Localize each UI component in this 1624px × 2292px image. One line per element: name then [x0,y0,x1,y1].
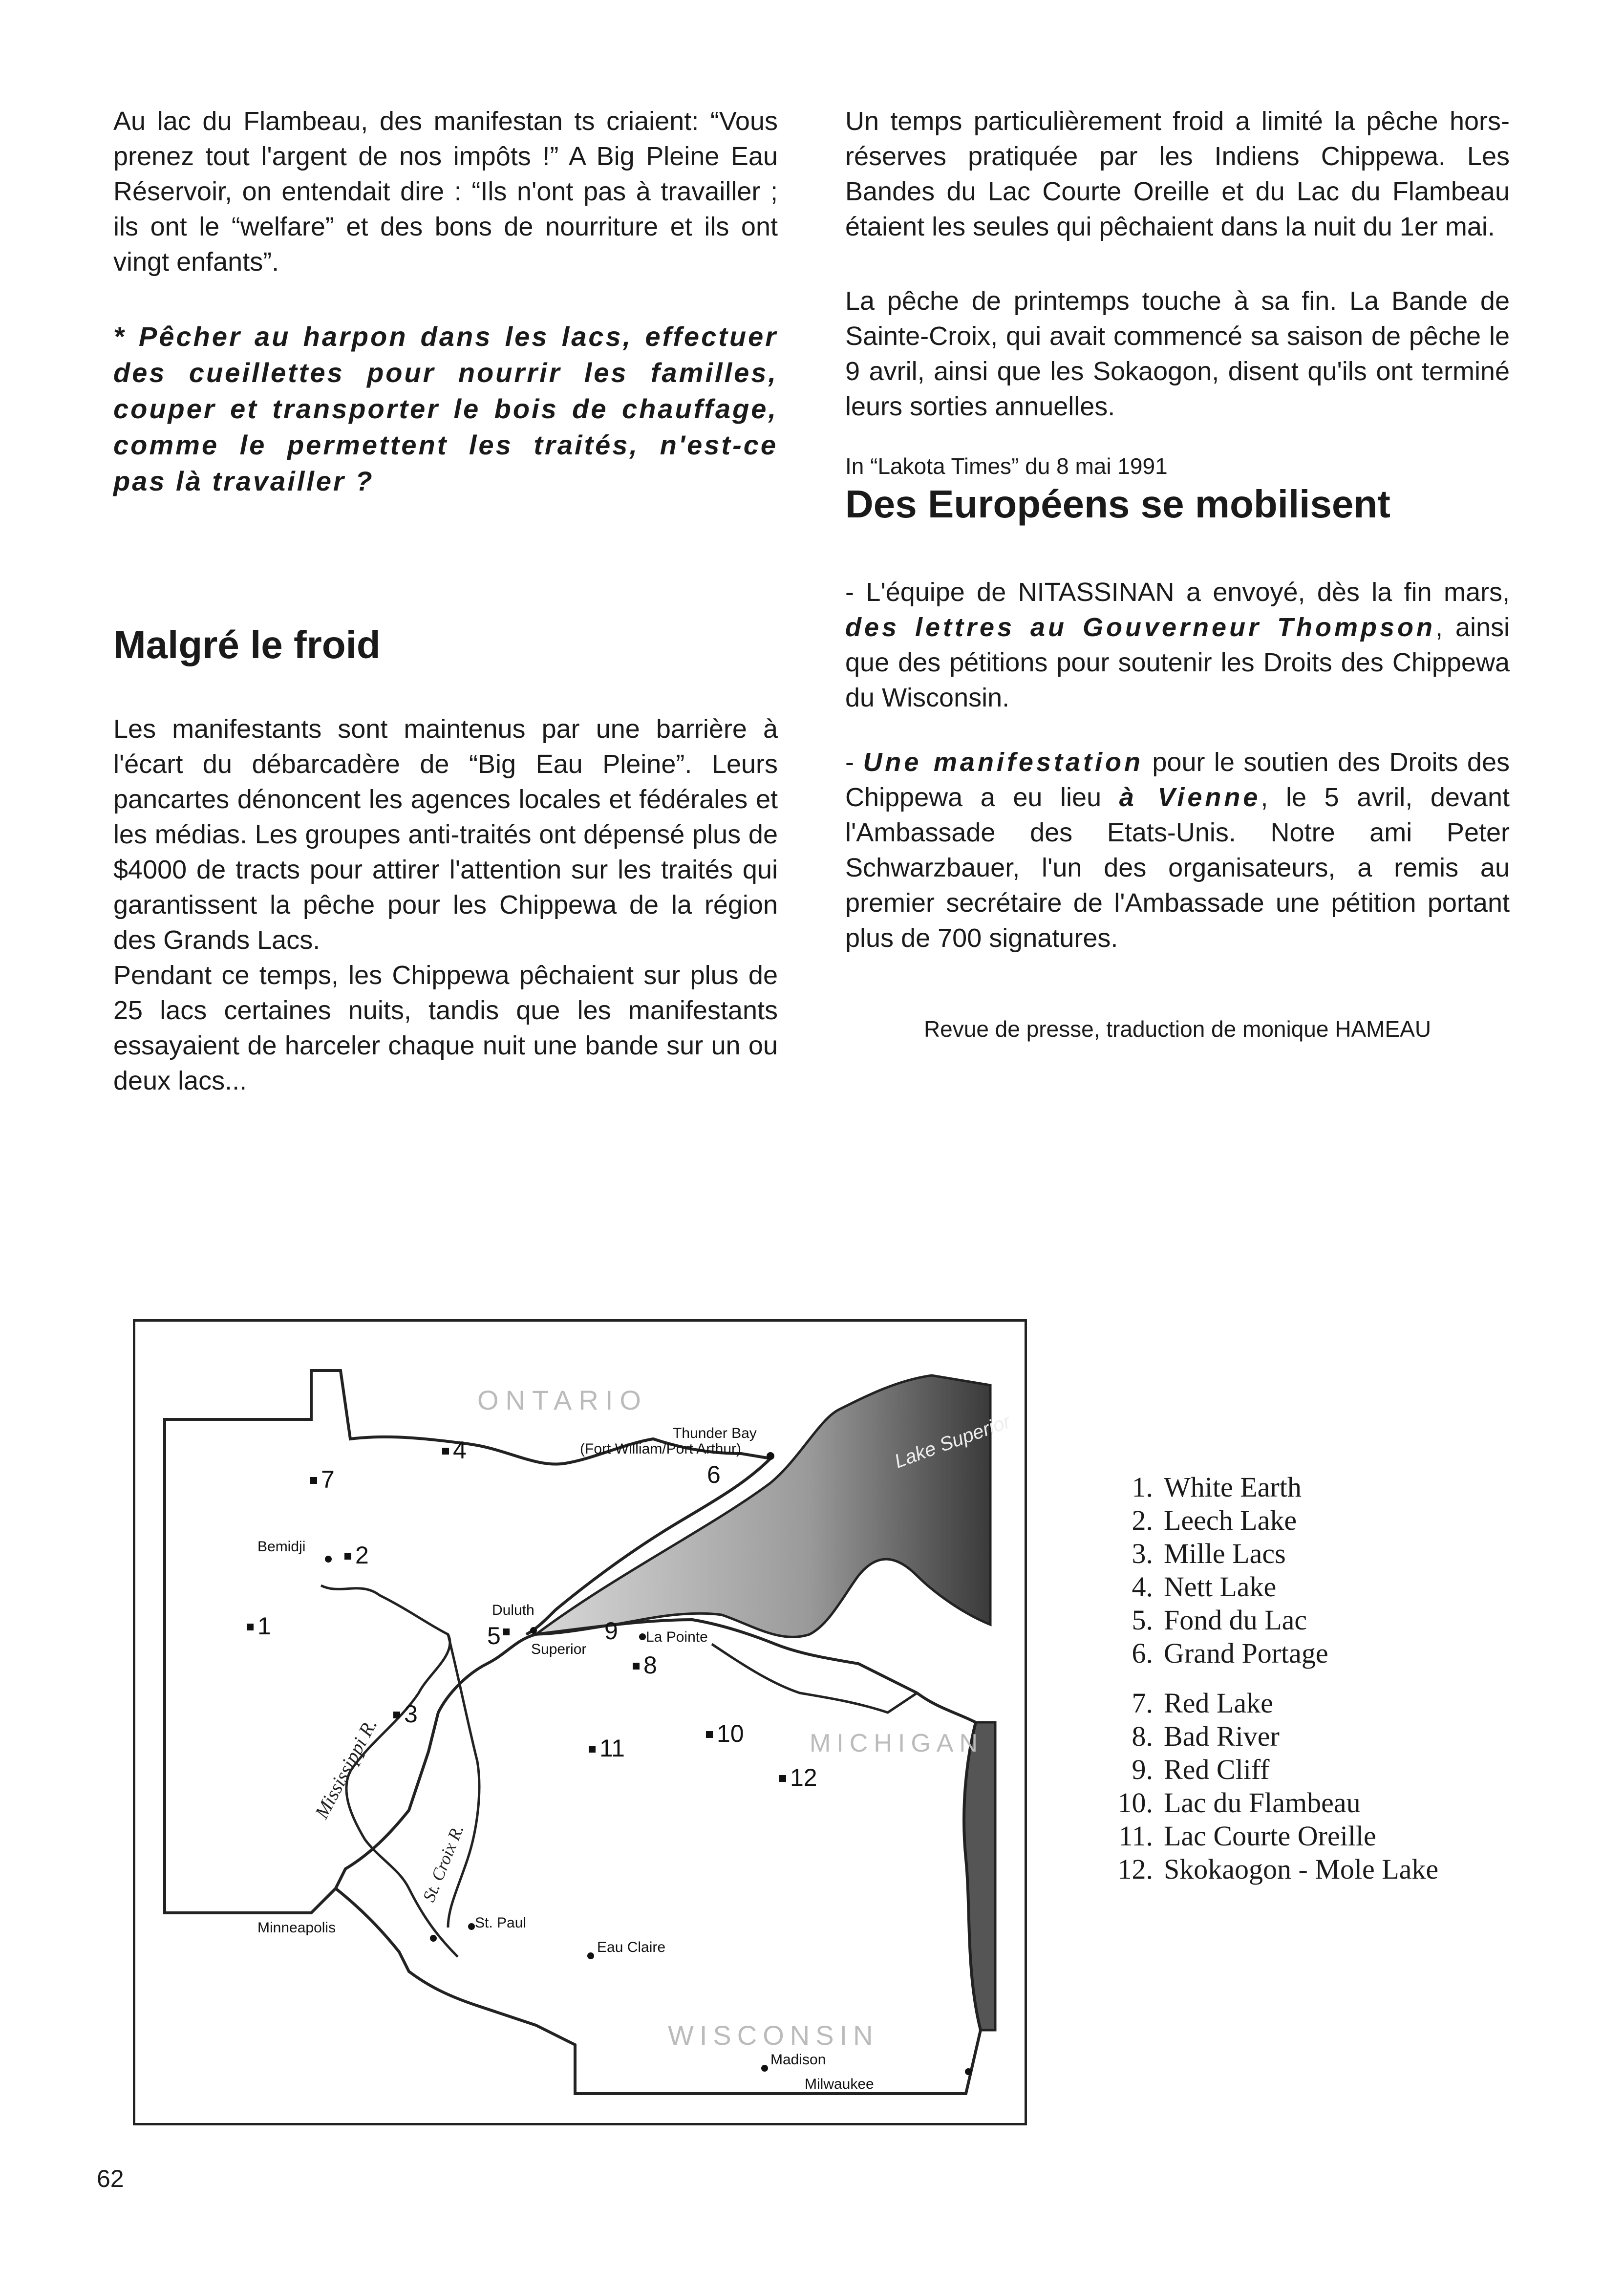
press-credit: Revue de presse, traduction de monique HAMEAU [923,1016,1432,1042]
mississippi-label: Mississippi R. [310,1714,382,1822]
map-legend [1099,1471,1539,1886]
marker-5: 5 [487,1622,501,1649]
dot-milwaukee [965,2068,972,2075]
marker-12: 12 [790,1764,817,1791]
lake-superior-label: Lake Superior [892,1410,1014,1473]
city-madison: Madison [770,2052,826,2068]
legend-item: 4. Nett Lake [1132,1571,1277,1603]
right-paragraph-2: La pêche de printemps touche à sa fin. La Bande de Sainte-Croix, qui avait commencé sa saison de pêche le 9 avril, ainsi que les Sokaogon, disent qu'ils ont terminé leurs sorties annuelles. [845,286,1510,421]
region-ontario: ONTARIO [477,1385,648,1415]
dot-minneapolis [430,1935,437,1942]
right-paragraph-3 [845,575,1510,715]
legend-item: 10. Lac du Flambeau [1117,1787,1361,1819]
dot-la-pointe [639,1633,646,1640]
source-line: In “Lakota Times” du 8 mai 1991 [845,453,1168,479]
city-thunder-bay-alt: (Fort William/Port Arthur) [580,1441,742,1457]
p3-emphasis: des lettres au Gouverneur Thompson [845,613,1435,642]
marker-5-dot [503,1628,510,1635]
region-michigan: MICHIGAN [810,1729,983,1757]
right-paragraph-1: Un temps particulièrement froid a limité la pêche hors-réserves pratiquée par les Indiens Chippewa. Les Bandes du Lac Courte Oreille et du Lac du Flambeau étaient les seules qui pêchaient dans la nuit du 1er mai. [845,107,1510,241]
city-la-pointe: La Pointe [646,1629,708,1645]
legend-item: 9. Red Cliff [1132,1754,1270,1785]
left-emphasis-quote: * Pêcher au harpon dans les lacs, effectuer des cueillettes pour nourrir les familles, couper et transporter le bois de chauffage, comme le permettent les traités, n'est-ce pas là travailler ? [113,321,778,496]
p4-emphasis-2: à Vienne [1119,783,1261,812]
dot-st-paul [468,1923,475,1930]
city-duluth: Duluth [492,1602,534,1618]
legend-spacer [1099,1670,1539,1687]
marker-12-dot [779,1775,786,1782]
city-minneapolis: Minneapolis [257,1920,336,1936]
legend-item: 5. Fond du Lac [1132,1604,1307,1636]
p3-text-start: - L'équipe de NITASSINAN a envoyé, dès la fin mars, [845,578,1510,607]
marker-3-dot [393,1712,400,1718]
p4-emphasis-1: Une manifestation [863,748,1143,777]
marker-3: 3 [404,1700,418,1728]
marker-11-dot [589,1746,596,1753]
map-drawing [135,1322,1025,2123]
legend-item: 8. Bad River [1132,1720,1280,1752]
marker-4: 4 [453,1436,467,1464]
dot-bemidji [325,1556,332,1563]
legend-item: 12. Skokaogon - Mole Lake [1117,1853,1439,1885]
marker-2-dot [344,1553,351,1560]
marker-6: 6 [707,1461,721,1488]
dot-eau-claire [587,1952,594,1959]
marker-7-dot [310,1477,317,1484]
p4-text-mid: pour le soutien des Droits des Chippewa a eu lieu [845,748,1510,812]
heading-des-europeens: Des Européens se mobilisent [845,482,1390,526]
left-paragraph-1: Au lac du Flambeau, des manifestan ts criaient: “Vous prenez tout l'argent de nos impôts !” A Big Pleine Eau Réservoir, on entendait dire : “Ils n'ont pas à travailler ; ils ont le “welfare” et des bons de nourriture et ils ont vingt enfants”. [113,107,778,277]
p4-dash: - [845,748,863,777]
left-column [113,104,778,1098]
city-bemidji: Bemidji [257,1539,306,1555]
city-eau-claire: Eau Claire [597,1939,666,1955]
city-st-paul: St. Paul [475,1915,527,1931]
marker-2: 2 [355,1542,369,1569]
left-paragraph-3: Pendant ce temps, les Chippewa pêchaient sur plus de 25 lacs certaines nuits, tandis que les manifestants essayaient de harceler chaque nuit une bande sur un ou deux lacs... [113,961,778,1095]
p4-text-end: , le 5 avril, devant l'Ambassade des Etats-Unis. Notre ami Peter Schwarzbauer, l'un des organisateurs, a remis au premier secrétaire de l'Ambassade une pétition portant plus de 700 signatures. [845,783,1510,953]
legend-item: 1. White Earth [1132,1471,1302,1503]
legend-item: 7. Red Lake [1132,1687,1273,1719]
lake-michigan-shape [964,1722,995,2030]
marker-10: 10 [717,1720,744,1747]
dot-thunder-bay [767,1452,774,1460]
p3-text-end: , ainsi que des pétitions pour soutenir les Droits des Chippewa du Wisconsin. [845,613,1510,712]
st-croix-label: St. Croix R. [419,1821,468,1905]
left-paragraph-2: Les manifestants sont maintenus par une barrière à l'écart du débarcadère de “Big Eau Pleine”. Leurs pancartes dénoncent les agences locales et fédérales et les médias. Les groupes anti-traités ont dépensé plus de $4000 de tracts pour attirer l'attention sur les traités qui garantissent la pêche pour les Chippewa de la région des Grands Lacs. [113,714,778,955]
marker-8-dot [633,1663,640,1670]
marker-9: 9 [604,1617,618,1645]
map-figure [133,1319,1027,2125]
legend-item: 3. Mille Lacs [1132,1538,1286,1569]
city-thunder-bay: Thunder Bay [673,1425,757,1441]
legend-item: 11. Lac Courte Oreille [1118,1820,1376,1852]
dot-duluth [530,1627,537,1634]
marker-8: 8 [643,1651,657,1679]
marker-1: 1 [257,1612,271,1640]
marker-11: 11 [599,1735,625,1762]
legend-item: 2. Leech Lake [1132,1504,1297,1536]
marker-7: 7 [321,1466,335,1493]
marker-10-dot [706,1731,713,1738]
city-superior: Superior [531,1641,587,1657]
city-milwaukee: Milwaukee [805,2076,874,2092]
marker-4-dot [442,1448,449,1455]
right-column [845,104,1510,1044]
marker-1-dot [247,1624,254,1630]
dot-madison [761,2065,768,2072]
right-paragraph-4 [845,745,1510,956]
page-number: 62 [97,2165,124,2192]
legend-item: 6. Grand Portage [1132,1637,1328,1669]
heading-malgre-le-froid: Malgré le froid [113,623,381,666]
region-wisconsin: WISCONSIN [668,2020,879,2051]
